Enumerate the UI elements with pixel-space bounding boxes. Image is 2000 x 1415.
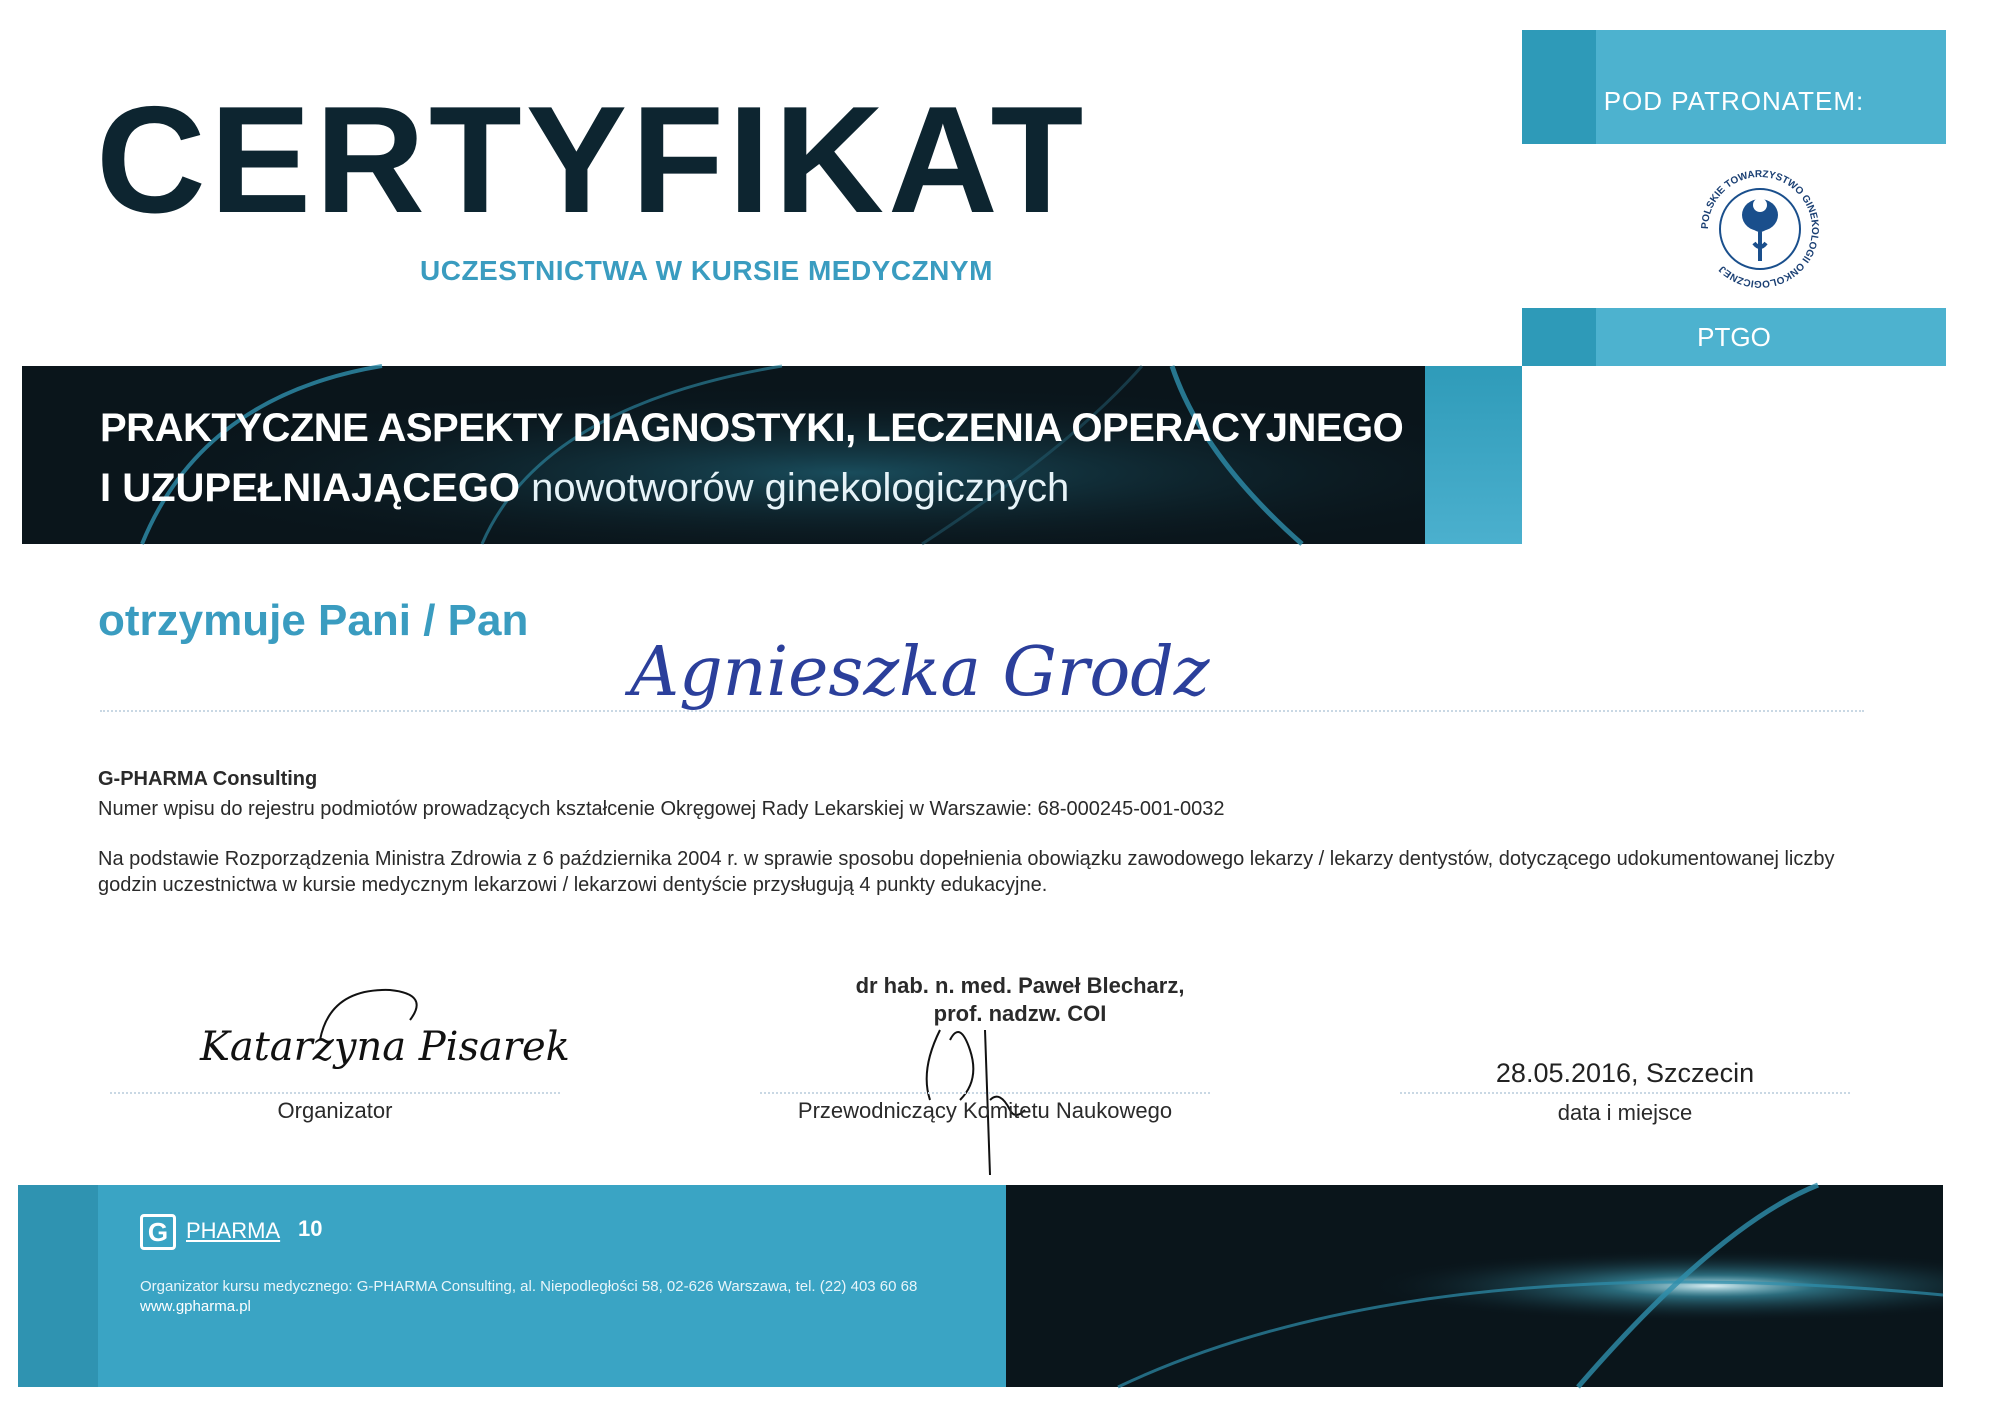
recipient-name-handwritten xyxy=(600,600,1300,750)
chair-name-line1: dr hab. n. med. Paweł Blecharz, xyxy=(855,973,1185,998)
organizer-label: Organizator xyxy=(277,1098,393,1123)
course-title-line2-bold: I UZUPEŁNIAJĄCEGO xyxy=(100,466,521,510)
chair-signature xyxy=(900,1010,1080,1180)
footer-website-link[interactable]: www.gpharma.pl xyxy=(140,1298,251,1315)
certificate-subtitle: UCZESTNICTWA W KURSIE MEDYCZNYM xyxy=(420,255,993,286)
registry-number-text: Numer wpisu do rejestru podmiotów prowadzących kształcenie Okręgowej Rady Lekarskiej w Warszawie: 68-000245-001-0032 xyxy=(98,798,1225,820)
recipient-name: Agnieszka Grodz xyxy=(630,633,1210,712)
recipient-name-line xyxy=(100,710,1864,712)
legal-basis-text: Na podstawie Rozporządzenia Ministra Zdrowia z 6 października 2004 r. w sprawie sposobu dopełnienia obowiązku zawodowego lekarzy / lekarzy dentystów, dotyczącego udokumentowanej liczby godzin uczestnictwa w kursie medycznym lekarzowi / lekarzowi dentyście przysługują 4 punkty edukacyjne. xyxy=(98,848,1835,896)
gpharma-brand-name: PHARMA xyxy=(186,1218,281,1243)
organizer-signature-line xyxy=(110,1092,560,1094)
footer-blue-left xyxy=(18,1185,98,1387)
organizer-name: G-PHARMA Consulting xyxy=(98,768,318,790)
organizer-signature xyxy=(190,980,570,1090)
ptgo-logo-ring-text: POLSKIE TOWARZYSTWO GINEKOLOGII ONKOLOGICZNEJ xyxy=(1699,168,1821,290)
ptgo-name: PTGO xyxy=(1697,322,1771,352)
date-line xyxy=(1400,1092,1850,1094)
patronage-label: POD PATRONATEM: xyxy=(1603,86,1865,116)
date-label: data i miejsce xyxy=(1557,1100,1693,1125)
recipient-label: otrzymuje Pani / Pan xyxy=(98,596,529,645)
chair-label: Przewodniczący Komitetu Naukowego xyxy=(797,1098,1173,1123)
course-title-line2-light: nowotworów ginekologicznych xyxy=(531,466,1070,510)
footer-organizer-info: Organizator kursu medycznego: G-PHARMA Consulting, al. Niepodległości 58, 02-626 Warszawa, tel. (22) 403 60 68 xyxy=(140,1278,918,1295)
course-title-line2 xyxy=(100,466,1069,511)
organizer-signature-text: Katarzyna Pisarek xyxy=(200,1024,570,1070)
certificate-title: CERTYFIKAT xyxy=(96,75,1088,245)
banner-decoration xyxy=(22,366,1522,544)
date-place-value: 28.05.2016, Szczecin xyxy=(1495,1058,1755,1088)
ptgo-logo-icon xyxy=(1696,165,1824,293)
chair-name-line2: prof. nadzw. COI xyxy=(933,1001,1107,1026)
course-title-line1: PRAKTYCZNE ASPEKTY DIAGNOSTYKI, LECZENIA OPERACYJNEGO xyxy=(100,406,1404,450)
chair-signature-line xyxy=(760,1092,1210,1094)
course-banner xyxy=(22,366,1522,544)
banner-accent-block xyxy=(1425,366,1522,544)
gpharma-years-badge: 10 xyxy=(298,1216,323,1241)
gpharma-logo-icon: G xyxy=(140,1214,176,1250)
